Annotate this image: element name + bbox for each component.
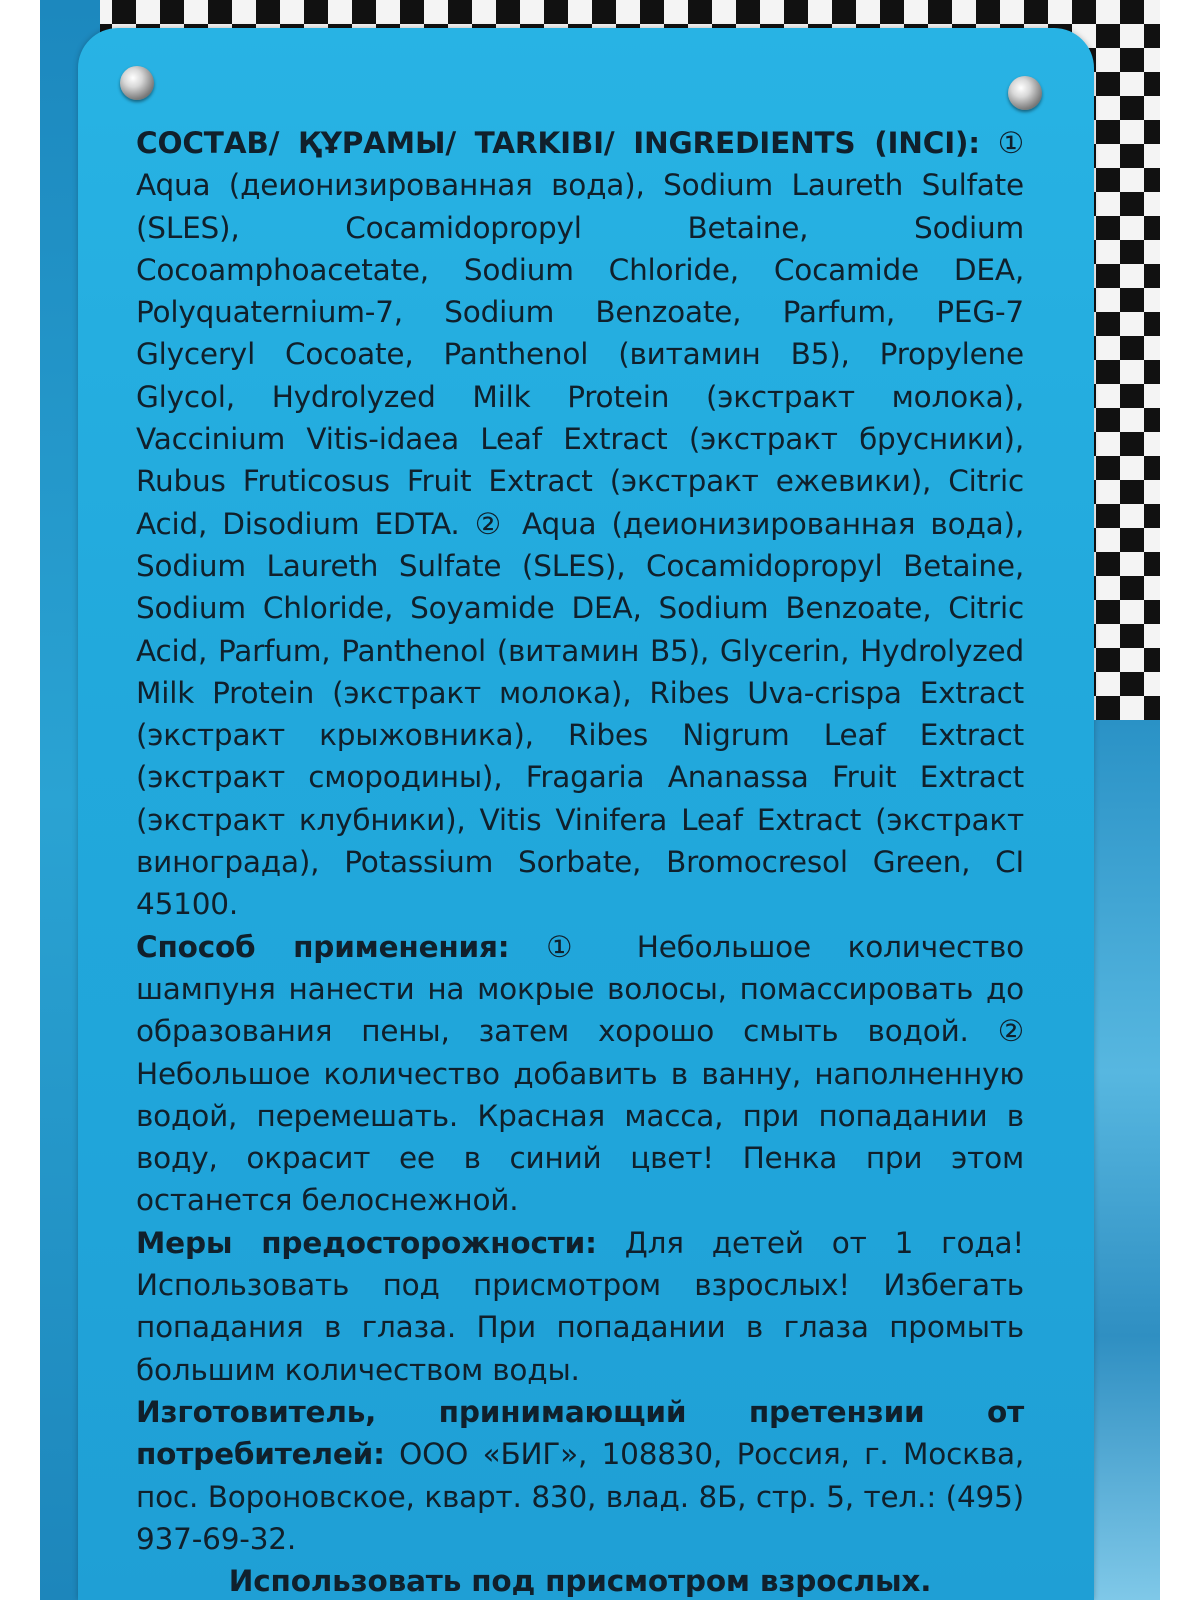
- usage-heading: Способ применения:: [136, 929, 510, 964]
- usage-section: [136, 926, 1024, 1222]
- ingredients-heading: СОСТАВ/ ҚҰРАМЫ/ TARKIBI/ INGREDIENTS (INCI):: [136, 126, 980, 160]
- label-panel: [78, 28, 1094, 1600]
- rivet-icon: [1008, 76, 1042, 110]
- usage-text: ① Небольшое количество шампуня нанести на мокрые волосы, помассировать до образования пены, затем хорошо смыть водой. ② Небольшое количество добавить в ванну, наполненную водой, перемешать. Красная масса, при попадании в воду, окрасит ее в синий цвет! Пенка при этом останется белоснежной.: [136, 929, 1024, 1218]
- footer-note: Использовать под присмотром взрослых.: [228, 1564, 932, 1599]
- precautions-section: [136, 1222, 1024, 1391]
- ingredients-text: ① Aqua (деионизированная вода), Sodium Laureth Sulfate (SLES), Cocamidopropyl Betaine, Sodium Cocoamphoacetate, Sodium Chloride, Cocamide DEA, Polyquaternium-7, Sodium Benzoate, Parfum, PEG-7 Glyceryl Cocoate, Panthenol (витамин B5), Propylene Glycol, Hydrolyzed Milk Protein (экстракт молока), Vaccinium Vitis-idaea Leaf Extract (экстракт брусники), Rubus Fruticosus Fruit Extract (экстракт ежевики), Citric Acid, Disodium EDTA. ② Aqua (деионизированная вода), Sodium Laureth Sulfate (SLES), Cocamidopropyl Betaine, Sodium Chloride, Soyamide DEA, Sodium Benzoate, Citric Acid, Parfum, Panthenol (витамин B5), Glycerin, Hydrolyzed Milk Protein (экстракт молока), Ribes Uva-crispa Extract (экстракт крыжовника), Ribes Nigrum Leaf Extract (экстракт смородины), Fragaria Ananassa Fruit Extract (экстракт клубники), Vitis Vinifera Leaf Extract (экстракт винограда), Potassium Sorbate, Bromocresol Green, CI 45100.: [136, 126, 1024, 922]
- manufacturer-text: ООО «БИГ», 108830, Россия, г. Москва, пос. Вороновское, кварт. 830, влад. 8Б, стр. 5, тел.: (495) 937-69-32.: [136, 1437, 1024, 1556]
- label-text: [136, 122, 1024, 1600]
- manufacturer-heading: Изготовитель, принимающий претензии от потребителей:: [136, 1394, 1024, 1472]
- precautions-text: Для детей от 1 года! Использовать под присмотром взрослых! Избегать попадания в глаза. При попадании в глаза промыть большим количеством воды.: [136, 1225, 1024, 1387]
- precautions-heading: Меры предосторожности:: [136, 1225, 597, 1260]
- manufacturer-section: [136, 1391, 1024, 1560]
- ingredients-section: [136, 122, 1024, 926]
- rivet-icon: [120, 66, 154, 100]
